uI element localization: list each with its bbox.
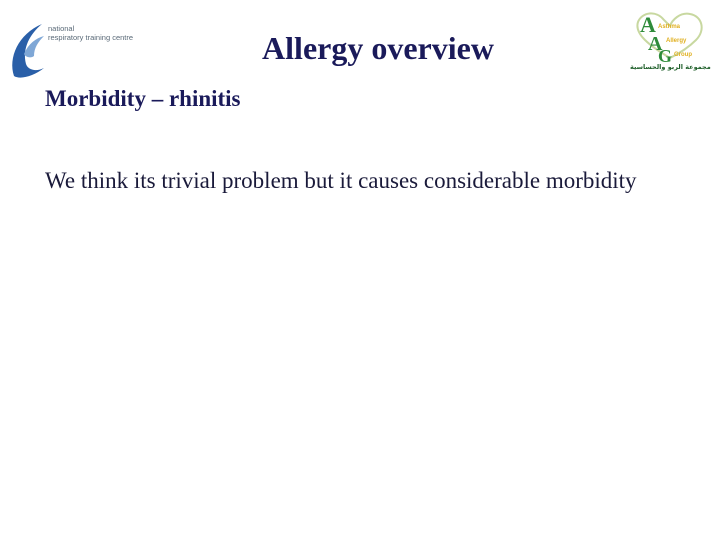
nrtc-line1: national	[48, 24, 75, 33]
slide-subtitle: Morbidity – rhinitis	[45, 86, 241, 111]
body-text: We think its trivial problem but it causes considerable morbidity	[45, 168, 637, 193]
svg-text:Group: Group	[674, 52, 692, 58]
slide-title: Allergy overview	[262, 30, 494, 66]
nrtc-line2: respiratory training centre	[48, 33, 134, 42]
svg-text:Asthma: Asthma	[658, 24, 681, 30]
aag-arabic-name: مجموعة الربو والحساسية	[630, 63, 711, 71]
svg-text:Allergy: Allergy	[666, 38, 687, 44]
svg-text:G: G	[658, 46, 673, 64]
svg-text:A: A	[648, 33, 663, 55]
svg-text:A: A	[640, 12, 656, 37]
